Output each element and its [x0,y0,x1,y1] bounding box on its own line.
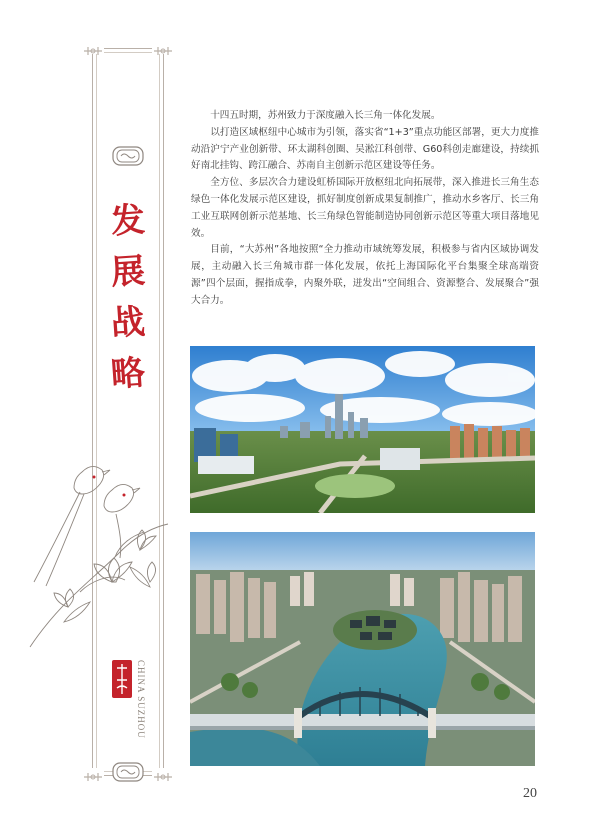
magnolia-birds-illustration [20,432,170,652]
section-title-char: 展 [109,250,147,294]
chinese-cloud-medallion-icon [112,146,144,166]
chinese-cloud-medallion-icon [112,762,144,782]
section-title-char: 发 [109,199,147,243]
paragraph: 以打造区域枢纽中心城市为引领，落实省“1+3”重点功能区部署，更大力度推动沿沪宁产业创新带、环太湖科创圈、吴淞江科创带、G60科创走廊建设，持续抓好南北挂钩、跨江融合、苏南自主创新示范区建设等任务。 [191,126,539,172]
logo-text: CHINA SUZHOU [136,660,146,739]
paragraph: 十四五时期，苏州致力于深度融入长三角一体化发展。 [210,110,441,121]
section-title-char: 略 [109,352,147,396]
paragraph: 目前，“大苏州”各地按照“全力推动市域统筹发展，积极参与省内区域协调发展，主动融入长三角城市群一体化发展，依托上海国际化平台集聚全球高端资源”四个层面，握指成拳，内聚外联，迸发出“空间组合、资源整合、发展聚合”强大合力。 [191,244,539,306]
frame-corner-ornament [82,42,104,54]
frame-corner-ornament [152,42,174,54]
river-bridge-photo [190,532,535,766]
page-number: 20 [523,786,537,801]
paragraph: 全方位、多层次合力建设虹桥国际开放枢纽北向拓展带，深入推进长三角生态绿色一体化发展示范区建设，抓好制度创新成果复制推广，推动水乡客厅、长三角工业互联网创新示范基地、长三角绿色智能制造协同创新示范区等重大项目落地见效。 [191,177,539,239]
body-text [191,108,539,310]
section-title-char: 战 [109,301,147,345]
city-skyline-photo [190,346,535,513]
frame-corner-ornament [82,768,104,780]
section-title-vertical [104,196,152,400]
frame-corner-ornament [152,768,174,780]
china-suzhou-logo-icon [112,660,132,698]
